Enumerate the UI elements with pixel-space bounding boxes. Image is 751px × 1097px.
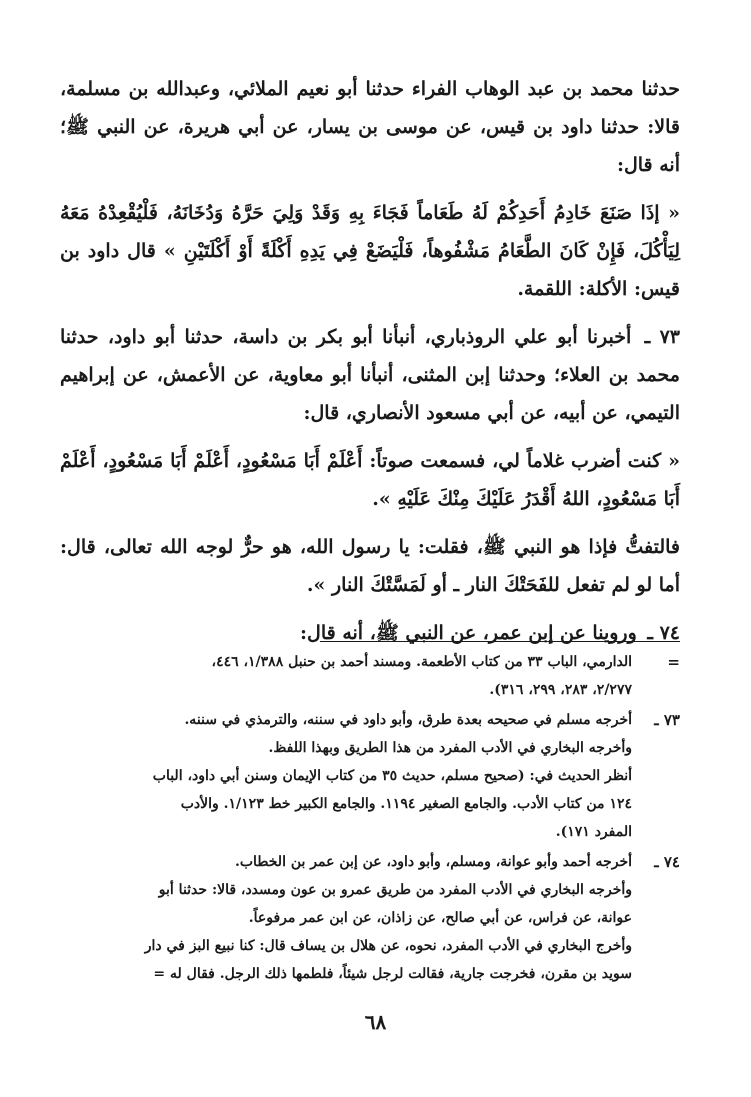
main-text (60, 70, 680, 662)
footnote-continuation (60, 648, 680, 704)
footnote-74 (60, 848, 680, 988)
footnote-line: الدارمي، الباب ٣٣ من كتاب الأطعمة. ومسند أحمد بن حنبل ١/٣٨٨، ٤٤٦، (211, 654, 632, 670)
footnote-line: وأخرجه البخاري في الأدب المفرد من طريق عمرو بن عون ومسدد، قالا: حدثنا أبو (158, 882, 632, 898)
footnote-73 (60, 706, 680, 846)
hadith-quote-abu-masud: « كنت أضرب غلاماً لي، فسمعت صوتاً: أَعْلَمْ أَبَا مَسْعُودٍ، أَعْلَمْ أَبَا مَسْعُودٍ، أَعْلَمْ أَبَا مَسْعُودٍ، اللهُ أَقْدَرُ عَلَيْكَ مِنْكَ عَلَيْهِ ». (60, 450, 680, 510)
paragraph-isnad: حدثنا محمد بن عبد الوهاب الفراء حدثنا أبو نعيم الملائي، وعبدالله بن مسلمة، قالا: حدثنا داود بن قيس، عن موسى بن يسار، عن أبي هريرة، عن النبي ﷺ؛ أنه قال: (60, 78, 680, 176)
footnote-line: ١٢٤ من كتاب الأدب. والجامع الصغير ١١٩٤. والجامع الكبير خط ١/١٢٣. والأدب (180, 796, 632, 812)
hadith-74 (60, 614, 680, 652)
footnote-line: أخرجه مسلم في صحيحه بعدة طرق، وأبو داود في سننه، والترمذي في سننه. (184, 712, 632, 728)
hadith-quote-servant: « إذَا صَنَعَ خَادِمُ أَحَدِكُمْ لَهُ طَعَاماً فَجَاءَ بِهِ وَقَدْ وَلِيَ حَرَّهُ وَدُخَانَهُ، فَلْيُقْعِدْهُ مَعَهُ لِيَأْكُلَ، فَإِنْ كَانَ الطَّعَامُ مَشْفُوهاً، فَلْيَضَعْ فِي يَدِهِ أَكْلَةً أَوْ أَكْلَتَيْنِ » قال داود بن قيس: الأكلة: اللقمة. (60, 202, 680, 300)
footnotes (60, 648, 680, 990)
footnote-marker: ٧٣ ـ (654, 711, 680, 729)
footnote-line: أخرجه أحمد وأبو عوانة، ومسلم، وأبو داود، عن إبن عمر بن الخطاب. (234, 854, 632, 870)
hadith-73-continuation: فالتفتُّ فإذا هو النبي ﷺ، فقلت: يا رسول الله، هو حرٌّ لوجه الله تعالى، قال: أما لو لم تفعل للفَحَتْكَ النار ـ أو لَمَسَّتْكَ النار ». (60, 536, 680, 596)
footnote-line: المفرد ١٧١). (555, 824, 632, 840)
footnote-divider (320, 641, 680, 642)
footnote-marker: ٧٤ ـ (654, 853, 680, 871)
footnote-line: عوانة، عن فراس، عن أبي صالح، عن زاذان، عن ابن عمر مرفوعاً. (248, 910, 632, 926)
hadith-74-text: وروينا عن إبن عمر، عن النبي ﷺ، أنه قال: (300, 622, 637, 644)
footnote-line: ٢/٢٧٧، ٢٨٣، ٢٩٩، ٣١٦). (489, 682, 632, 698)
hadith-73-isnad: أخبرنا أبو علي الروذباري، أنبأنا أبو بكر بن داسة، حدثنا أبو داود، حدثنا محمد بن العلاء؛ وحدثنا إبن المثنى، أنبأنا أبو معاوية، عن الأعمش، عن إبراهيم التيمي، عن أبيه، عن أبي مسعود الأنصاري، قال: (60, 326, 680, 424)
hadith-number-74: ٧٤ ـ (647, 622, 680, 644)
footnote-line: وأخرج البخاري في الأدب المفرد، نحوه، عن هلال بن يساف قال: كنا نبيع البز في دار (144, 938, 632, 954)
footnote-line: سويد بن مقرن، فخرجت جارية، فقالت لرجل شيئاً، فلطمها ذلك الرجل. فقال له = (153, 966, 632, 982)
footnote-line: أنظر الحديث في: (صحيح مسلم، حديث ٣٥ من كتاب الإيمان وسنن أبي داود، الباب (152, 768, 632, 784)
footnote-marker: = (667, 653, 680, 671)
hadith-73 (60, 318, 680, 432)
footnote-line: وأخرجه البخاري في الأدب المفرد من هذا الطريق وبهذا اللفظ. (268, 740, 632, 756)
hadith-number-73: ٧٣ ـ (644, 326, 680, 348)
page-number: ٦٨ (364, 1010, 387, 1034)
